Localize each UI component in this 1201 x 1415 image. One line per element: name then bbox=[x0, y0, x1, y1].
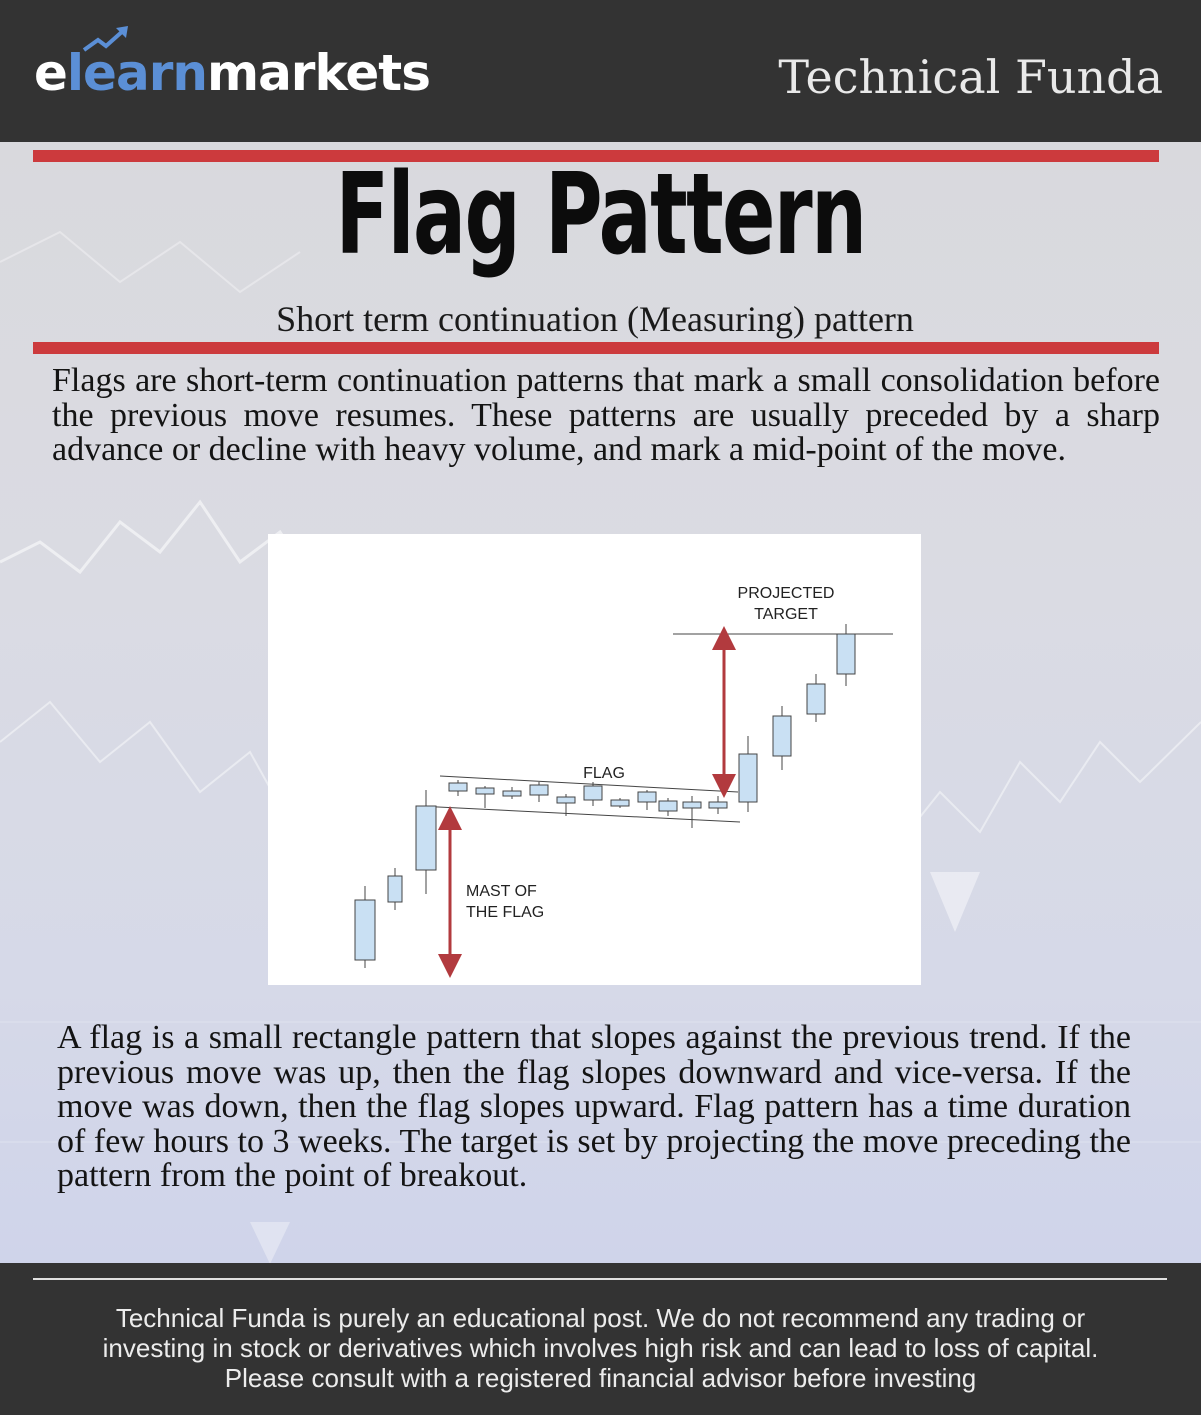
candle bbox=[503, 787, 521, 799]
page-title: Flag Pattern bbox=[335, 150, 866, 280]
candle bbox=[449, 780, 467, 796]
label-mast-of: MAST OF bbox=[466, 883, 537, 900]
brand-logo[interactable] bbox=[34, 44, 430, 102]
disclaimer-text bbox=[0, 1303, 1201, 1393]
footer-divider bbox=[33, 1278, 1167, 1280]
label-the-flag: THE FLAG bbox=[466, 904, 545, 921]
label-projected: PROJECTED bbox=[737, 585, 835, 602]
header-bar bbox=[0, 0, 1201, 142]
candle bbox=[476, 786, 494, 808]
candle bbox=[739, 736, 757, 812]
candle bbox=[355, 886, 375, 968]
candle bbox=[683, 796, 701, 828]
intro-paragraph: Flags are short-term continuation patterns that mark a small consolidation before the previous move resumes. These patterns are usually preceded by a sharp advance or decline with heavy volume, and mark a mid-point of the move. bbox=[52, 362, 1160, 468]
page-subtitle: Short term continuation (Measuring) pattern bbox=[276, 299, 914, 339]
candle bbox=[837, 624, 855, 686]
diagram-canvas bbox=[268, 534, 921, 985]
footer-bar bbox=[0, 1263, 1201, 1415]
bottom-red-divider bbox=[33, 342, 1159, 354]
candle bbox=[709, 796, 727, 814]
candle bbox=[773, 706, 791, 770]
label-flag: FLAG bbox=[583, 765, 625, 782]
logo-prefix: e bbox=[34, 44, 67, 102]
disclaimer-line-3: Please consult with a registered financial advisor before investing bbox=[224, 1363, 977, 1393]
logo-highlight: learn bbox=[66, 44, 207, 102]
candle bbox=[638, 790, 656, 810]
candle bbox=[807, 674, 825, 722]
candle bbox=[659, 798, 677, 816]
candle bbox=[584, 782, 602, 806]
disclaimer-line-2: investing in stock or derivatives which involves high risk and can lead to loss of capital. bbox=[102, 1333, 1099, 1363]
detail-paragraph: A flag is a small rectangle pattern that slopes against the previous trend. If the previous move was up, then the flag slopes downward and vice-versa. If the move was down, then the flag slopes upward. Flag pattern has a time duration of few hours to 3 weeks. The target is set by projecting the move preceding the pattern from the point of breakout. bbox=[57, 1019, 1131, 1194]
disclaimer-line-1: Technical Funda is purely an educational post. We do not recommend any trading or bbox=[115, 1303, 1086, 1333]
candle bbox=[416, 790, 436, 894]
logo-suffix: markets bbox=[206, 44, 430, 102]
candle bbox=[530, 782, 548, 802]
series-title: Technical Funda bbox=[778, 50, 1163, 104]
candle bbox=[388, 868, 402, 910]
flag-pattern-diagram bbox=[268, 534, 921, 985]
candle bbox=[611, 798, 629, 808]
label-target: TARGET bbox=[754, 606, 818, 623]
